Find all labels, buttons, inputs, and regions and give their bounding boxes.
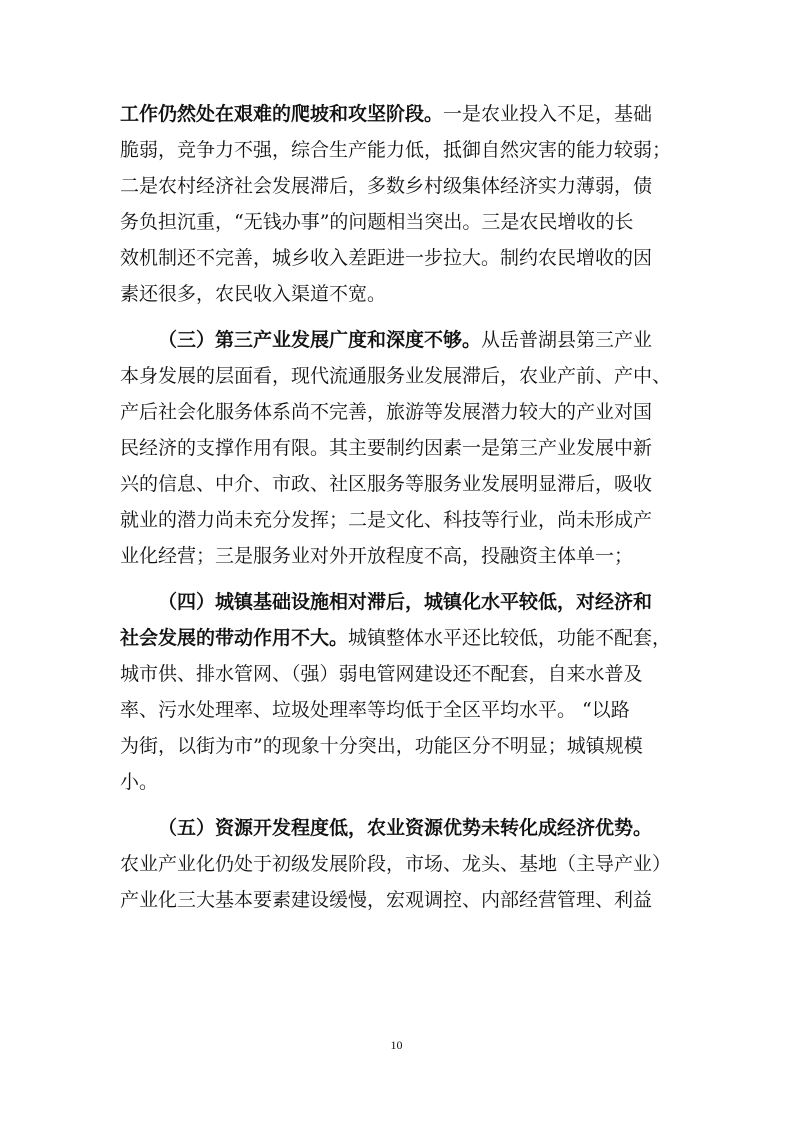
section-heading: （三）第三产业发展广度和深度不够。 — [158, 329, 482, 351]
section-heading: （五）资源开发程度低，农业资源优势未转化成经济优势。 — [158, 817, 653, 839]
section-heading: （四）城镇基础设施相对滞后，城镇化水平较低，对经济和 — [158, 591, 653, 613]
text-run: 产后社会化服务体系尚不完善，旅游等发展潜力较大的产业对国 — [120, 401, 653, 423]
text-line — [120, 620, 680, 656]
body-text — [120, 96, 680, 918]
text-line — [120, 276, 680, 312]
text-line — [120, 882, 680, 918]
text-line — [120, 538, 680, 574]
text-line — [120, 240, 680, 276]
text-line — [120, 96, 680, 132]
text-run: 效机制还不完善，城乡收入差距进一步拉大。制约农民增收的因 — [120, 247, 653, 269]
section-heading-line — [120, 810, 680, 846]
text-run: 小。 — [120, 771, 159, 793]
section-heading-line — [120, 584, 680, 620]
text-run: 脆弱，竞争力不强，综合生产能力低，抵御自然灾害的能力较弱； — [120, 139, 672, 161]
text-run: 本身发展的层面看，现代流通服务业发展滞后，农业产前、产中、 — [120, 365, 672, 387]
text-line — [120, 656, 680, 692]
text-run: 从岳普湖县第三产业 — [481, 329, 653, 351]
text-run: 率、污水处理率、垃圾处理率等均低于全区平均水平。 “以路 — [120, 699, 630, 721]
text-run: 产业化三大基本要素建设缓慢，宏观调控、内部经营管理、利益 — [120, 889, 653, 911]
text-line — [120, 502, 680, 538]
text-line — [120, 728, 680, 764]
bold-run: 工作仍然处在艰难的爬坡和攻坚阶段。 — [120, 103, 444, 125]
bold-run: 社会发展的带动作用不大。 — [120, 627, 349, 649]
page-number: 10 — [390, 1038, 403, 1052]
text-line — [120, 132, 680, 168]
text-run: 兴的信息、中介、市政、社区服务等服务业发展明显滞后，吸收 — [120, 473, 653, 495]
text-line — [120, 466, 680, 502]
text-run: 农业产业化仍处于初级发展阶段，市场、龙头、基地（主导产业） — [120, 853, 672, 875]
text-run: 业化经营；三是服务业对外开放程度不高，投融资主体单一； — [120, 545, 634, 567]
text-line — [120, 358, 680, 394]
text-line — [120, 846, 680, 882]
text-run: 务负担沉重，“无钱办事”的问题相当突出。三是农民增收的长 — [120, 211, 634, 233]
text-line — [120, 168, 680, 204]
section-heading-line — [120, 322, 680, 358]
text-run: 为街，以街为市”的现象十分突出，功能区分不明显；城镇规模 — [120, 735, 643, 757]
text-run: 民经济的支撑作用有限。其主要制约因素一是第三产业发展中新 — [120, 437, 653, 459]
text-line — [120, 692, 680, 728]
text-line — [120, 204, 680, 240]
text-run: 二是农村经济社会发展滞后，多数乡村级集体经济实力薄弱，债 — [120, 175, 653, 197]
text-run: 就业的潜力尚未充分发挥；二是文化、科技等行业，尚未形成产 — [120, 509, 653, 531]
text-line — [120, 430, 680, 466]
text-run: 一是农业投入不足，基础 — [443, 103, 653, 125]
text-line — [120, 764, 680, 800]
text-run: 城镇整体水平还比较低，功能不配套， — [348, 627, 672, 649]
text-run: 城市供、排水管网、（强）弱电管网建设还不配套，自来水普及 — [120, 663, 643, 685]
text-line — [120, 394, 680, 430]
text-run: 素还很多，农民收入渠道不宽。 — [120, 283, 387, 305]
